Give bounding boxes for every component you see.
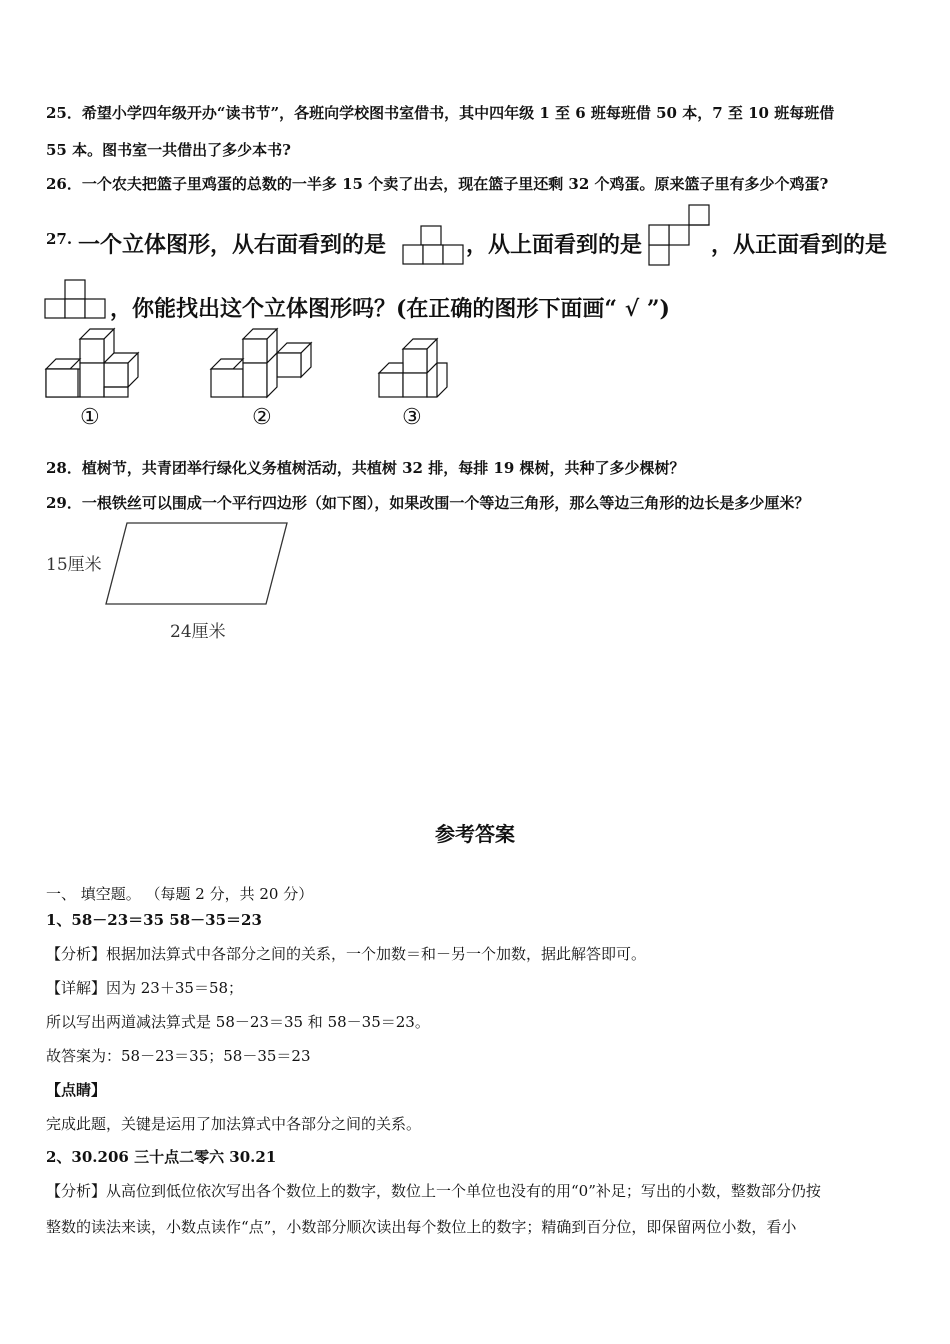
- q29-text: 29．一根铁丝可以围成一个平行四边形（如下图），如果改围一个等边三角形，那么等边三角形的边长是多少厘米？: [46, 494, 810, 512]
- front-view-figure: [45, 279, 107, 321]
- answer-1-analysis: 【分析】根据加法算式中各部分之间的关系，一个加数＝和－另一个加数，据此解答即可。: [46, 945, 647, 963]
- q25-line1: 25．希望小学四年级开办“读书节”，各班向学校图书室借书，其中四年级 1 至 6 班每班借 50 本，7 至 10 班每班借: [46, 104, 835, 122]
- top-view-figure: [649, 204, 711, 266]
- answer-1-detail: 【详解】因为 23＋35＝58；: [46, 979, 244, 997]
- option-1-figure: [44, 326, 144, 398]
- parallelogram-side-label: 15厘米: [46, 555, 102, 575]
- q26-text: 26．一个农夫把篮子里鸡蛋的总数的一半多 15 个卖了出去，现在篮子里还剩 32 个鸡蛋。原来篮子里有多少个鸡蛋?: [46, 175, 829, 193]
- q25-line2: 55 本。图书室一共借出了多少本书?: [46, 141, 291, 159]
- answer-1-final: 故答案为：58－23＝35；58－35＝23: [46, 1047, 311, 1065]
- right-view-figure: [403, 224, 465, 266]
- parallelogram-base-label: 24厘米: [170, 622, 226, 642]
- answer-1-comment-tag: 【点睛】: [46, 1081, 107, 1099]
- section-1-heading: 一、 填空题。 （每题 2 分，共 20 分）: [46, 885, 314, 903]
- option-3-figure: [377, 326, 457, 398]
- q27-text-right-view: 一个立体图形，从右面看到的是: [78, 232, 387, 258]
- option-1-label[interactable]: ①: [80, 405, 100, 430]
- q27-text-top-view: ，从上面看到的是: [466, 232, 643, 258]
- answer-1-comment: 完成此题，关键是运用了加法算式中各部分之间的关系。: [46, 1115, 422, 1133]
- q27-number: 27.: [46, 230, 73, 248]
- answers-title: 参考答案: [435, 822, 515, 846]
- option-2-label[interactable]: ②: [252, 405, 272, 430]
- parallelogram-figure: [100, 520, 300, 610]
- answer-2-analysis-line1: 【分析】从高位到低位依次写出各个数位上的数字，数位上一个单位也没有的用“0”补足；写出的小数，整数部分仍按: [46, 1182, 821, 1200]
- answer-2-header: 2、30.206 三十点二零六 30.21: [46, 1148, 277, 1166]
- answer-2-analysis-line2: 整数的读法来读，小数点读作“点”，小数部分顺次读出每个数位上的数字；精确到百分位，即保留两位小数，看小: [46, 1218, 797, 1236]
- q27-text-front-view: ，从正面看到的是: [711, 232, 888, 258]
- option-2-figure: [209, 326, 319, 398]
- q28-text: 28．植树节，共青团举行绿化义务植树活动，共植树 32 排，每排 19 棵树，共种了多少棵树？: [46, 459, 685, 477]
- answer-1-header: 1、58－23＝35 58－35＝23: [46, 911, 262, 929]
- answer-1-detail-2: 所以写出两道减法算式是 58－23＝35 和 58－35＝23。: [46, 1013, 430, 1031]
- q27-question-line2: ，你能找出这个立体图形吗？(在正确的图形下面画“ √ ”): [110, 296, 670, 322]
- option-3-label[interactable]: ③: [402, 405, 422, 430]
